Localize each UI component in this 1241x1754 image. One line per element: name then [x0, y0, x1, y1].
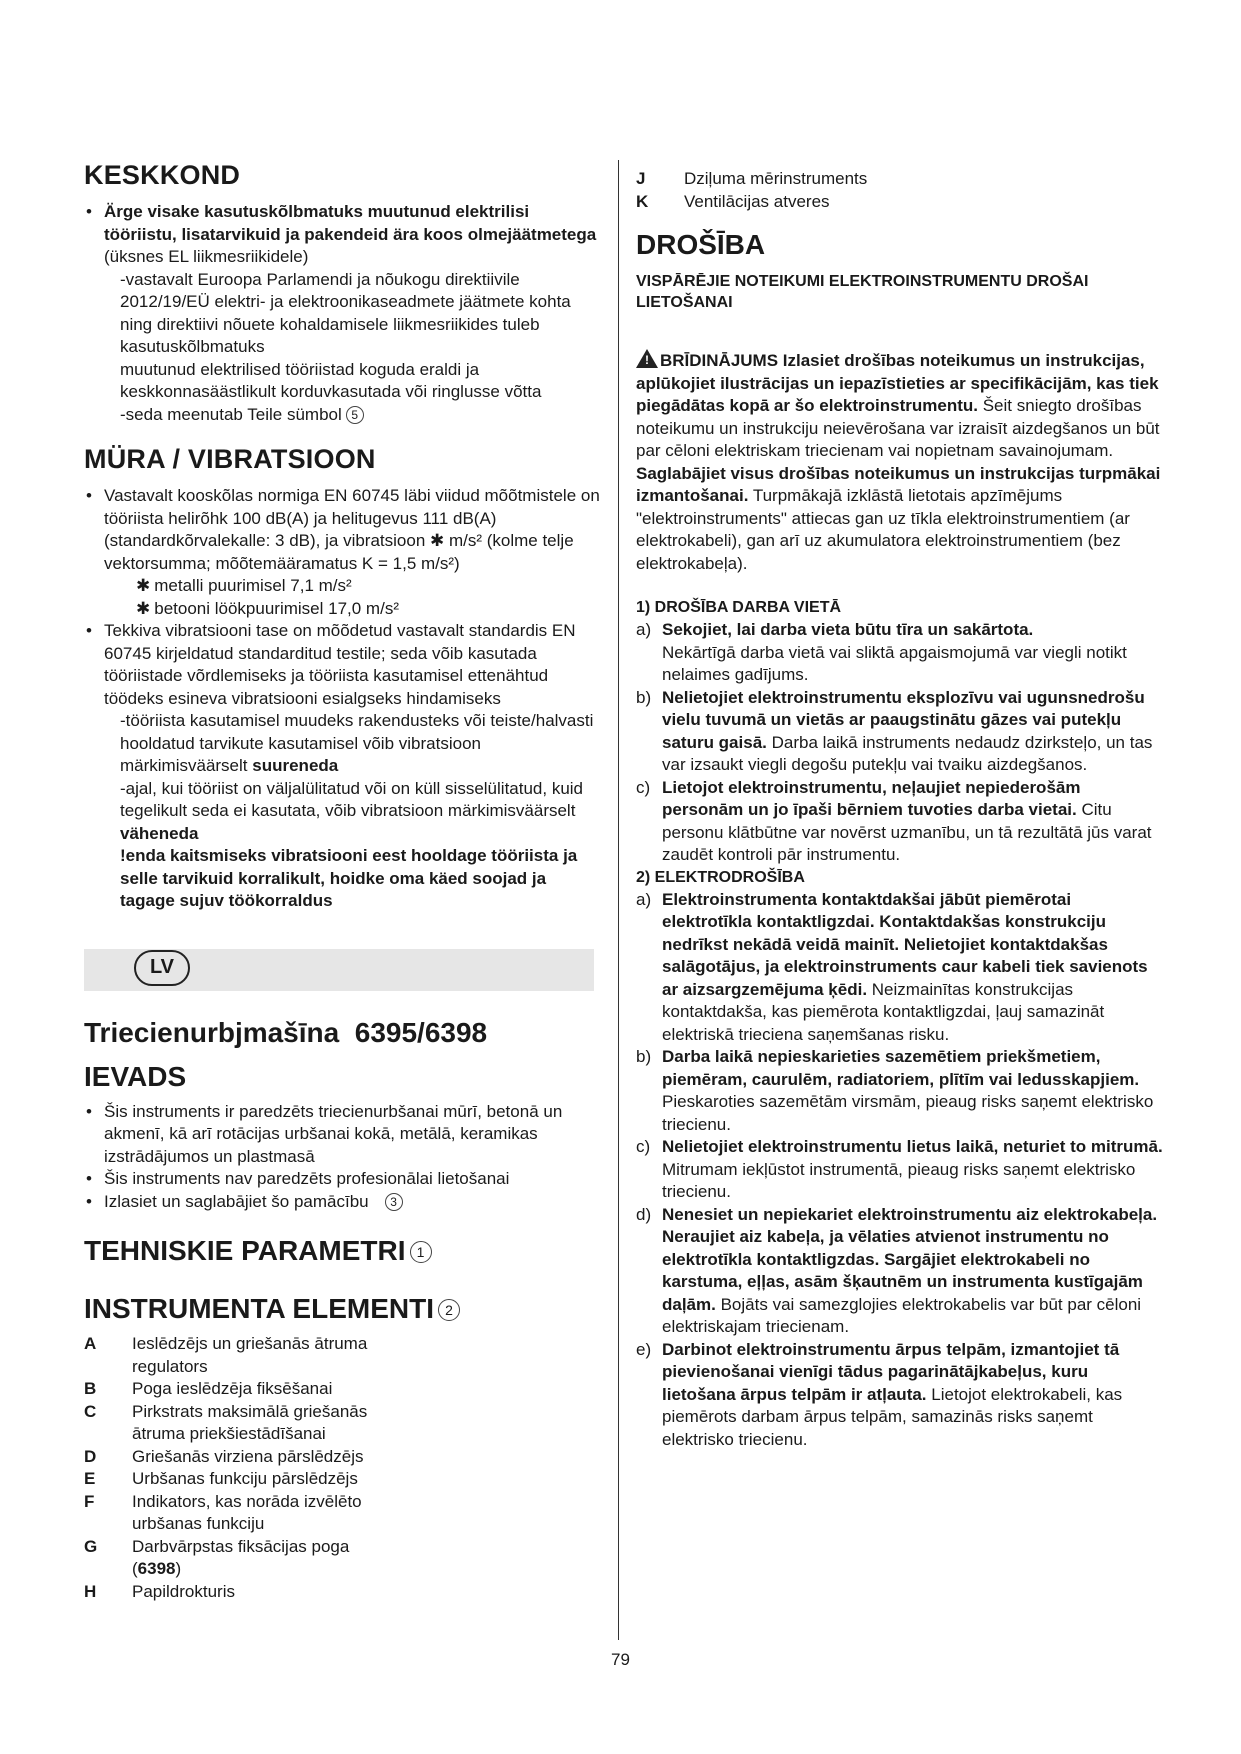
element-row: C Pirkstrats maksimālā griešanās ātruma priekšiestādīšanai	[84, 1401, 368, 1443]
keskkond-heading: KESKKOND	[84, 160, 241, 190]
ref-3-icon: 3	[385, 1193, 403, 1211]
keskkond-list	[84, 201, 602, 269]
s2-item-b: b) Darba laikā nepieskarieties sazemētiem priekšmetiem, piemēram, caurulēm, radiatoriem, plītīm vai ledusskapjiem. Pieskaroties sazemētām virsmām, pieaug risks saņemt elektrisko triecienu.	[636, 1047, 1154, 1134]
s2-item-a: a) Elektroinstrumenta kontaktdakšai jābūt piemērotai elektrotīkla kontaktligzdai. Kontaktdakšas konstrukciju nedrīkst nekādā veidā mainīt. Nelietojiet kontaktdakšas salāgotājus, ja elektroinstruments caur kabeli tiek savienots ar aizsargzemējuma ķēdi. Neizmainītas konstrukcijas kontaktdakša, kas piemērota kontaktligzdai, ļauj samazināt elektriskā trieciena saņemšanas risku.	[636, 889, 1148, 1044]
s1-item-c: c) Lietojot elektroinstrumentu, neļaujiet nepiederošām personām un jo īpaši bērniem tuvoties darba vietai. Citu personu klātbūtne var novērst uzmanību, un tā rezultātā jūs varat zaudēt kontroli pār instrumentu.	[636, 777, 1152, 864]
mura-list	[84, 485, 602, 710]
element-row: F Indikators, kas norāda izvēlēto urbšanas funkciju	[84, 1491, 362, 1533]
star-line-2: ✱ betooni löökpuurimisel 17,0 m/s²	[136, 598, 399, 618]
s2-item-c: c) Nelietojiet elektroinstrumentu lietus laikā, neturiet to mitrumā. Mitrumam iekļūstot instrumentā, pieaug risks saņemt elektrisko triecienu.	[636, 1137, 1163, 1201]
warning-paragraph: !BRĪDINĀJUMS Izlasiet drošības noteikumus un instrukcijas, aplūkojiet ilustrācijas un iepazīstieties ar specifikācijām, kas tiek piegādātas kopā ar šo elektroinstrumentu. Šeit sniegto drošības noteikumu un instrukciju neievērošana var izraisīt aizdegšanos un būt par cēloni elektriskam triecienam vai nopietnam savainojumam.	[636, 349, 1164, 463]
star-icon: ✱	[136, 598, 151, 618]
star-line-1: ✱ metalli puurimisel 7,1 m/s²	[136, 576, 352, 595]
keskkond-dash1b: muutunud elektrilised tööriistad koguda eraldi ja keskkonnasäästlikult korduvkasutada või ringlusse võtta	[120, 359, 542, 401]
language-bar	[84, 949, 594, 991]
element-row: H Papildrokturis	[84, 1581, 235, 1601]
ievads-bullet-2: • Šis instruments nav paredzēts profesionālai lietošanai	[84, 1168, 602, 1191]
elements-table	[84, 1333, 392, 1603]
elements-table-cont	[636, 168, 867, 213]
tehniskie-heading: TEHNISKIE PARAMETRI 1	[84, 1235, 602, 1267]
ievads-list	[84, 1101, 602, 1214]
element-row: D Griešanās virziena pārslēdzējs	[84, 1446, 364, 1466]
mura-bullet-1: • Vastavalt kooskõlas normiga EN 60745 läbi viidud mõõtmistele on tööriista helirõhk 100 dB(A) ja helitugevus 111 dB(A) (standardkõrvalekalle: 3 dB), ja vibratsioon ✱ m/s² (kolme telje vektorsumma; mõõtemääramatus K = 1,5 m/s²) ✱ metalli puurimisel 7,1 m/s² ✱ betooni löökpuurimisel 17,0 m/s²	[84, 485, 602, 620]
keskkond-dash2: -seda meenutab Teile sümbol 5	[84, 404, 602, 427]
left-column	[84, 160, 602, 1603]
ref-1-icon: 1	[410, 1241, 432, 1263]
ievads-bullet-1: • Šis instruments ir paredzēts triecienurbšanai mūrī, betonā un akmenī, kā arī rotācijas urbšanai kokā, metālā, keramikas izstrādājumos un plastmasā	[84, 1101, 602, 1169]
mura-dash2: -ajal, kui tööriist on väljalülitatud või on küll sisselülitatud, kuid tegelikult seda ei kasutata, võib vibratsioon märkimisväärselt väheneda	[120, 778, 584, 843]
s1-item-a: a) Sekojiet, lai darba vieta būtu tīra un sakārtota. Nekārtīgā darba vietā vai sliktā apgaismojumā var viegli notikt nelaimes gadījums.	[636, 620, 1127, 684]
keskkond-dash1: -vastavalt Euroopa Parlamendi ja nõukogu direktiivile 2012/19/EÜ elektri- ja elektroonikaseadmete jäätmete kohta ning direktiivi nõuete kohaldamisele liikmesriikides tuleb kasutuskõlbmatuks	[120, 269, 571, 356]
ref-5-icon: 5	[346, 406, 364, 424]
element-row: K Ventilācijas atveres	[636, 191, 830, 211]
s1-item-b: b) Nelietojiet elektroinstrumentu eksplozīvu vai ugunsnedrošu vielu tuvumā un vietās ar paaugstinātu gāzes vai putekļu saturu gaisā. Darba laikā instruments nedaudz dzirksteļo, un tas var izsaukt viegli degošu putekļu vai tvaiku aizdegšanos.	[636, 687, 1153, 774]
product-title: Triecienurbjmašīna 6395/6398	[84, 1016, 488, 1048]
element-row: A Ieslēdzējs un griešanās ātruma regulators	[84, 1334, 368, 1376]
column-divider	[618, 160, 619, 1640]
elementi-heading: INSTRUMENTA ELEMENTI 2	[84, 1293, 602, 1325]
s2-item-e: e) Darbinot elektroinstrumentu ārpus telpām, izmantojiet tā pievienošanai vienīgi tādus pagarinātājkabeļus, kuru lietošana ārpus telpām ir atļauta. Lietojot elektrokabeli, kas piemērots darbam ārpus telpām, samazinās risks saņemt elektrisko triecienu.	[636, 1339, 1123, 1449]
element-row: G Darbvārpstas fiksācijas poga (6398)	[84, 1536, 350, 1578]
element-row: J Dziļuma mērinstruments	[636, 169, 868, 188]
mura-heading: MÜRA / VIBRATSIOON	[84, 444, 376, 474]
ref-2-icon: 2	[438, 1299, 460, 1321]
ievads-bullet-3: • Izlasiet un saglabājiet šo pamācību 3	[84, 1191, 602, 1214]
star-icon: ✱	[136, 576, 151, 595]
mura-dash1: -tööriista kasutamisel muudeks rakendusteks või teiste/halvasti hooldatud tarvikute kasutamisel võib vibratsioon märkimisväärselt suureneda	[120, 711, 594, 775]
save-paragraph: Saglabājiet visus drošības noteikumus un instrukcijas turpmākai izmantošanai. Turpmākajā izklāstā lietotais apzīmējums "elektroinstruments" attiecas gan uz tīkla elektroinstrumentiem (ar elektrokabeli), gan arī uz akumulatora elektroinstrumentiem (bez elektrokabeļa).	[636, 463, 1161, 573]
mura-final: !enda kaitsmiseks vibratsiooni eest hooldage tööriista ja selle tarvikuid korralikult, hoidke oma käed soojad ja tagage sujuv töökorraldus	[120, 846, 578, 910]
section-1-heading: 1) DROŠĪBA DARBA VIETĀ	[636, 599, 842, 616]
s2-item-d: d) Nenesiet un nepiekariet elektroinstrumentu aiz elektrokabeļa. Neraujiet aiz kabeļa, ja vēlaties atvienot instrumentu no elektrotīkla kontaktligzdas. Sargājiet elektrokabeli no karstuma, eļļas, asām šķautnēm un instrumenta kustīgajām daļām. Bojāts vai samezglojies elektrokabelis var būt par cēloni elektriskajam triecienam.	[636, 1204, 1158, 1336]
section-2-heading: 2) ELEKTRODROŠĪBA	[636, 868, 805, 886]
keskkond-bullet: • Ärge visake kasutuskõlbmatuks muutunud elektrilisi tööriistu, lisatarvikuid ja pakendeid ära koos olmejäätmetega (üksnes EL liikmesriikidele)	[84, 201, 602, 269]
mura-bullet-2: • Tekkiva vibratsiooni tase on mõõdetud vastavalt standardis EN 60745 kirjeldatud standarditud testile; seda võib kasutada tööriistade võrdlemiseks ja tööriista kasutamisel ettenähtud töödeks esineva vibratsiooni esialgseks hindamiseks	[84, 620, 602, 710]
drosiba-subheading: VISPĀRĒJIE NOTEIKUMI ELEKTROINSTRUMENTU DROŠAI LIETOŠANAI	[636, 273, 1089, 311]
drosiba-heading: DROŠĪBA	[636, 229, 766, 260]
ievads-heading: IEVADS	[84, 1060, 187, 1092]
element-row: B Poga ieslēdzēja fiksēšanai	[84, 1379, 333, 1398]
lv-badge: LV	[134, 950, 190, 986]
page-number: 79	[611, 1650, 630, 1669]
right-column	[636, 166, 1164, 1451]
element-row: E Urbšanas funkciju pārslēdzējs	[84, 1469, 358, 1488]
warning-icon	[636, 349, 658, 368]
